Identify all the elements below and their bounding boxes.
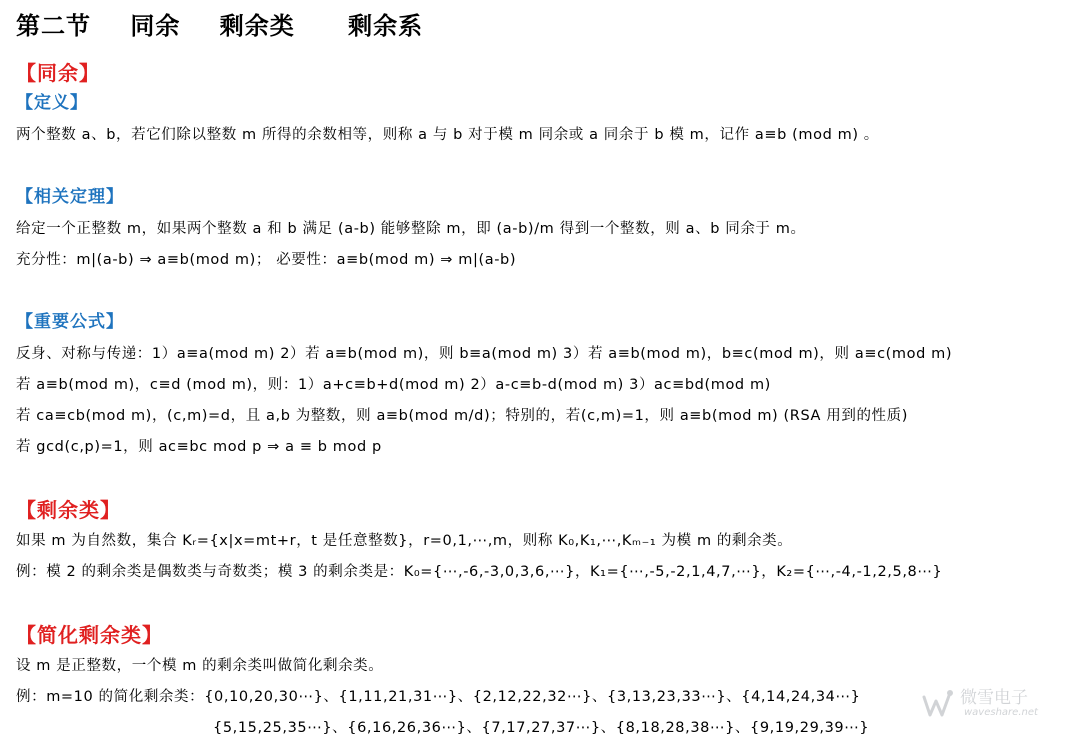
heading-reduced-residue-class: 【简化剩余类】 (16, 623, 163, 647)
residue-class-line-2: 例：模 2 的剩余类是偶数类与奇数类；模 3 的剩余类是：K₀={⋯,-6,-3,0,3,6,⋯}，K₁={⋯,-5,-2,1,4,7,⋯}，K₂={⋯,-4,-1,2,5,8⋯} (16, 564, 943, 580)
watermark-en: waveshare.net (964, 707, 1038, 718)
heading-formulas: 【重要公式】 (16, 312, 124, 332)
definition-text: 两个整数 a、b，若它们除以整数 m 所得的余数相等，则称 a 与 b 对于模 m 同余或 a 同余于 b 模 m，记作 a≡b (mod m) 。 (16, 127, 879, 143)
page-title (16, 14, 453, 38)
waveshare-logo-icon (920, 687, 956, 723)
theorem-line-1: 给定一个正整数 m，如果两个整数 a 和 b 满足 (a-b) 能够整除 m，即 (a-b)/m 得到一个整数，则 a、b 同余于 m。 (16, 221, 806, 237)
reduced-line-3: {5,15,25,35⋯}、{6,16,26,36⋯}、{7,17,27,37⋯}、{8,18,28,38⋯}、{9,19,29,39⋯} (213, 720, 870, 736)
title-congruence: 同余 (130, 12, 181, 40)
residue-class-line-1: 如果 m 为自然数，集合 Kᵣ={x|x=mt+r，t 是任意整数}，r=0,1,⋯,m，则称 K₀,K₁,⋯,Kₘ₋₁ 为模 m 的剩余类。 (16, 533, 793, 549)
title-section: 第二节 (16, 12, 91, 40)
formula-line-4: 若 gcd(c,p)=1，则 ac≡bc mod p ⇒ a ≡ b mod p (16, 439, 382, 455)
watermark (920, 683, 1060, 727)
theorem-line-2: 充分性：m|(a-b) ⇒ a≡b(mod m)； 必要性：a≡b(mod m) ⇒ m|(a-b) (16, 252, 517, 268)
heading-theorem: 【相关定理】 (16, 187, 124, 207)
formula-line-3: 若 ca≡cb(mod m)，(c,m)=d，且 a,b 为整数，则 a≡b(mod m/d)；特别的，若(c,m)=1，则 a≡b(mod m) (RSA 用到的性质) (16, 408, 909, 424)
reduced-line-1: 设 m 是正整数，一个模 m 的剩余类叫做简化剩余类。 (16, 658, 384, 674)
title-residue-system: 剩余系 (348, 12, 424, 40)
formula-line-1: 反身、对称与传递：1）a≡a(mod m) 2）若 a≡b(mod m)，则 b≡a(mod m) 3）若 a≡b(mod m)，b≡c(mod m)，则 a≡c(mod m) (16, 346, 953, 362)
formula-line-2: 若 a≡b(mod m)，c≡d (mod m)，则：1）a+c≡b+d(mod m) 2）a-c≡b-d(mod m) 3）ac≡bd(mod m) (16, 377, 771, 393)
heading-congruence: 【同余】 (16, 61, 100, 85)
heading-definition: 【定义】 (16, 93, 88, 113)
watermark-cn: 微雪电子 (960, 688, 1028, 708)
reduced-line-2: 例：m=10 的简化剩余类：{0,10,20,30⋯}、{1,11,21,31⋯}、{2,12,22,32⋯}、{3,13,23,33⋯}、{4,14,24,34⋯} (16, 689, 861, 705)
title-residue-class: 剩余类 (219, 12, 295, 40)
heading-residue-class: 【剩余类】 (16, 498, 121, 522)
